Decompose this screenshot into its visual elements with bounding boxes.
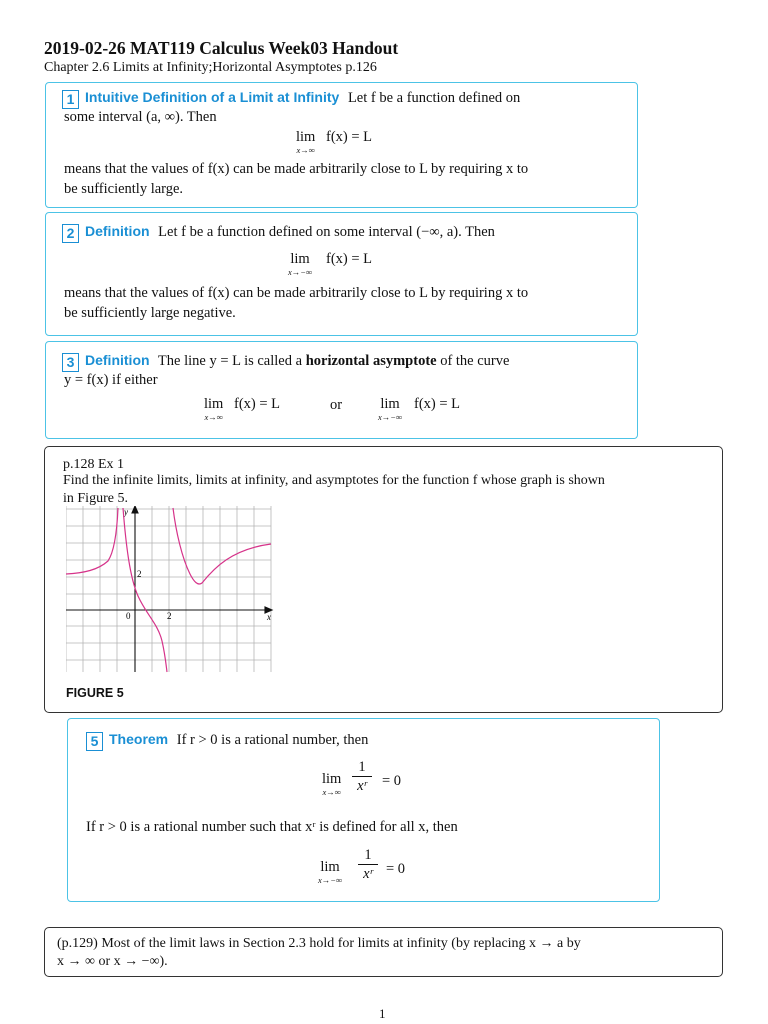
box2-line3: means that the values of f(x) can be made arbitrarily close to L by requiring x to [64, 285, 529, 301]
example-line1: Find the infinite limits, limits at infinity, and asymptotes for the function f whose graph is shown [63, 473, 605, 488]
example-line2: in Figure 5. [63, 491, 128, 506]
figure-5-graph [66, 506, 276, 676]
box5-equals-1: = 0 [382, 773, 402, 789]
box-number-3: 3 [62, 353, 79, 372]
y-tick-2: 2 [137, 569, 142, 579]
box1-line2: some interval (a, ∞). Then [64, 109, 217, 125]
definition-box-1 [45, 82, 638, 208]
figure-label: FIGURE 5 [66, 686, 124, 700]
note-box [44, 927, 723, 977]
box3-limit-2: lim x→−∞ [378, 396, 403, 422]
box2-line4: be sufficiently large negative. [64, 305, 236, 321]
curve-right-branch [173, 508, 271, 584]
box5-line2: If r > 0 is a rational number such that xʳ is defined for all x, then [86, 819, 458, 835]
box5-fraction-2: 1 xʳ [358, 847, 378, 883]
box1-line1: Let f be a function defined on [347, 90, 521, 106]
box3-line2: y = f(x) if either [64, 372, 158, 388]
page-title: 2019-02-26 MAT119 Calculus Week03 Handout [44, 38, 399, 58]
box5-heading: Theorem [109, 731, 169, 747]
box1-limit: lim x→∞ [296, 129, 316, 155]
box2-line1: Let f be a function defined on some interval (−∞, a). Then [158, 224, 495, 240]
curve-middle-branch [123, 508, 167, 672]
page-number: 1 [379, 1006, 386, 1021]
box-number-5: 5 [86, 732, 103, 751]
box5-equals-2: = 0 [386, 861, 406, 877]
theorem-box-5 [67, 718, 660, 902]
box3-or: or [330, 397, 343, 413]
origin-tick: 0 [126, 611, 131, 621]
note-line1: (p.129) Most of the limit laws in Section 2.3 hold for limits at infinity (by replacing x → a by [57, 936, 581, 951]
box5-line1: If r > 0 is a rational number, then [176, 732, 369, 748]
box2-limit-expr: f(x) = L [326, 251, 373, 267]
box3-limit-1: lim x→∞ [204, 396, 224, 422]
y-axis-label: y [124, 507, 128, 517]
curve-left-branch [66, 508, 118, 574]
box3-term: horizontal asymptote [305, 353, 437, 369]
box-number-1: 1 [62, 90, 79, 109]
box5-fraction-1: 1 xʳ [352, 759, 372, 795]
box5-limit-1: lim x→∞ [322, 771, 342, 797]
box-number-2: 2 [62, 224, 79, 243]
box3-line1a: The line y = L is called a [157, 353, 303, 369]
box3-line1c: of the curve [440, 353, 510, 369]
definition-box-2 [45, 212, 638, 336]
box1-limit-expr: f(x) = L [326, 129, 373, 145]
x-axis-label: x [267, 612, 271, 622]
example-ref: p.128 Ex 1 [63, 457, 125, 472]
note-line2: x → ∞ or x → −∞). [57, 954, 168, 969]
box1-line4: be sufficiently large. [64, 181, 184, 197]
page-subtitle: Chapter 2.6 Limits at Infinity;Horizontal Asymptotes p.126 [44, 60, 377, 75]
box1-heading: Intuitive Definition of a Limit at Infinity [85, 89, 340, 105]
box3-heading: Definition [85, 352, 150, 368]
box1-line3: means that the values of f(x) can be made arbitrarily close to L by requiring x to [64, 161, 529, 177]
definition-box-3 [45, 341, 638, 439]
box3-limit-1-expr: f(x) = L [234, 396, 281, 412]
x-tick-2: 2 [167, 611, 172, 621]
box2-limit: lim x→−∞ [288, 251, 313, 277]
box5-limit-2: lim x→−∞ [318, 859, 343, 885]
box3-limit-2-expr: f(x) = L [414, 396, 461, 412]
box2-heading: Definition [85, 223, 150, 239]
